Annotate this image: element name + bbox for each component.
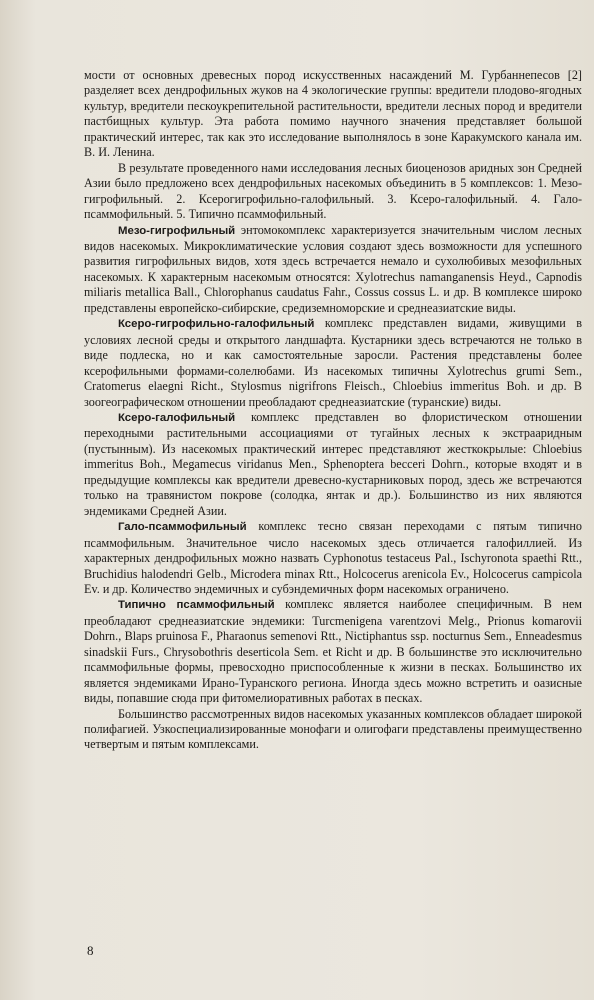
complex-term: Типично псаммофильный	[118, 599, 275, 612]
complex-term: Гало-псаммофильный	[118, 521, 247, 534]
paragraph-text: Большинство рассмотренных видов насекомых указанных комплексов обладает широкой полифагией. Узкоспециализированные монофаги и олигофаги представлены преимущественно четвертым и пятым комплексами.	[84, 706, 582, 752]
paragraph-text: комплекс является наиболее специфичным. В нем преобладают среднеазиатские эндемики: Turcmenigena varentzovi Melg., Prionus komarovii Dohrn., Blaps pruinosa F., Pharaonus semenovi Rtt., Nictiphantus ssp. nocturnus Sem., Enneadesmus sinadskii Furs., Chrysobothris deserticola Sem. et Richt и др. В большинстве это исключительно псаммофильные формы, превосходно приспособленные к жизни в песках. Большинство их является эндемиками Ирано-Туранского региона. Иногда здесь можно встретить и оазисные виды, попавшие сюда при фитомелиоративных работах в песках.	[84, 597, 582, 706]
complex-term: Ксеро-галофильный	[118, 411, 236, 424]
page-number: 8	[87, 943, 94, 958]
paragraph-xero-hygro-halophilic	[84, 316, 582, 410]
paragraph-text: энтомокомплекс характеризуется значительным числом лесных видов насекомых. Микроклиматические условия создают здесь возможности для успешного развития гигрофильных видов, хотя здесь встречается немало и сухолюбивых мезофильных насекомых. К характерным насекомым относятся: Xylotrechus namanganensis Heyd., Capnodis miliaris metallica Ball., Chlorophanus caudatus Fahr., Cossus cossus L. и др. В комплексе широко представлены европейско-сибирские, средиземноморские и среднеазиатские виды.	[84, 222, 582, 315]
complex-term: Ксеро-гигрофильно-галофильный	[118, 318, 315, 331]
paragraph-xero-halophilic	[84, 410, 582, 519]
paragraph-typical-psammophilic	[84, 597, 582, 706]
paragraph-text: комплекс представлен видами, живущими в условиях лесной среды и открытого ландшафта. Кустарники здесь встречаются не только в виде подлеска, но и как самостоятельные заросли. Растения представлены более ксерофильными формами-солелюбами. Из насекомых типичны Xylotrechus grumi Sem., Cratomerus elaegni Richt., Stylosmus nigrifrons Fleisch., Chloebius immeritus Boh. и др. В зоогеографическом отношении преобладают среднеазиатские (туранские) виды.	[84, 316, 582, 409]
paragraph-text: мости от основных древесных пород искусственных насаждений М. Гурбаннепесов [2] разделяет всех дендрофильных жуков на 4 экологические группы: вредители плодово-ягодных культур, вредители пескоукрепительной растительности, вредители лесных пород и вредители пастбищных культур. Эта работа помимо научного значения представляет большой практический интерес, так как это исследование выполнялось в зоне Каракумского канала им. В. И. Ленина.	[84, 68, 582, 160]
body-text	[84, 68, 582, 753]
paragraph-text: В результате проведенного нами исследования лесных биоценозов аридных зон Средней Азии было предложено всех дендрофильных насекомых объединить в 5 комплексов: 1. Мезо-гигрофильный. 2. Ксерогигрофильно-галофильный. 3. Ксеро-галофильный. 4. Гало-псаммофильный. 5. Типично псаммофильный.	[84, 160, 582, 222]
paragraph-halo-psammophilic	[84, 519, 582, 597]
complex-term: Мезо-гигрофильный	[118, 224, 236, 237]
paragraph-complex-list	[84, 161, 582, 223]
paragraph-meso-hygrophilic	[84, 223, 582, 317]
paragraph-intro-continuation	[84, 68, 582, 161]
paragraph-text: комплекс представлен во флористическом отношении переходными растительными ассоциациями от тугайных лесных к экстрааридным (пустынным). Из насекомых практический интерес представляют жесткокрылые: Chloebius immeritus Boh., Megamecus viridanus Men., Sphenoptera becceri Dohrn., которые входят и в предыдущие комплексы как вредители древесно-кустарниковых пород, здесь же встречаются только на травянистом покрове (солодка, янтак и др.). Большинство из них являются эндемиками Средней Азии.	[84, 409, 582, 518]
paragraph-polyphagy	[84, 707, 582, 753]
paragraph-text: комплекс тесно связан переходами с пятым типично псаммофильным. Значительное число насекомых здесь отличается галофиллией. Из характерных дендрофильных можно назвать Cyphonotus testaceus Pal., Ischyronota spaethi Rtt., Bruchidius halodendri Gelb., Microdera minax Rtt., Holcocerus arenicola Ev., Holcocerus campicola Ev. и др. Количество эндемичных и субэндемичных форм насекомых ограничено.	[84, 519, 582, 596]
